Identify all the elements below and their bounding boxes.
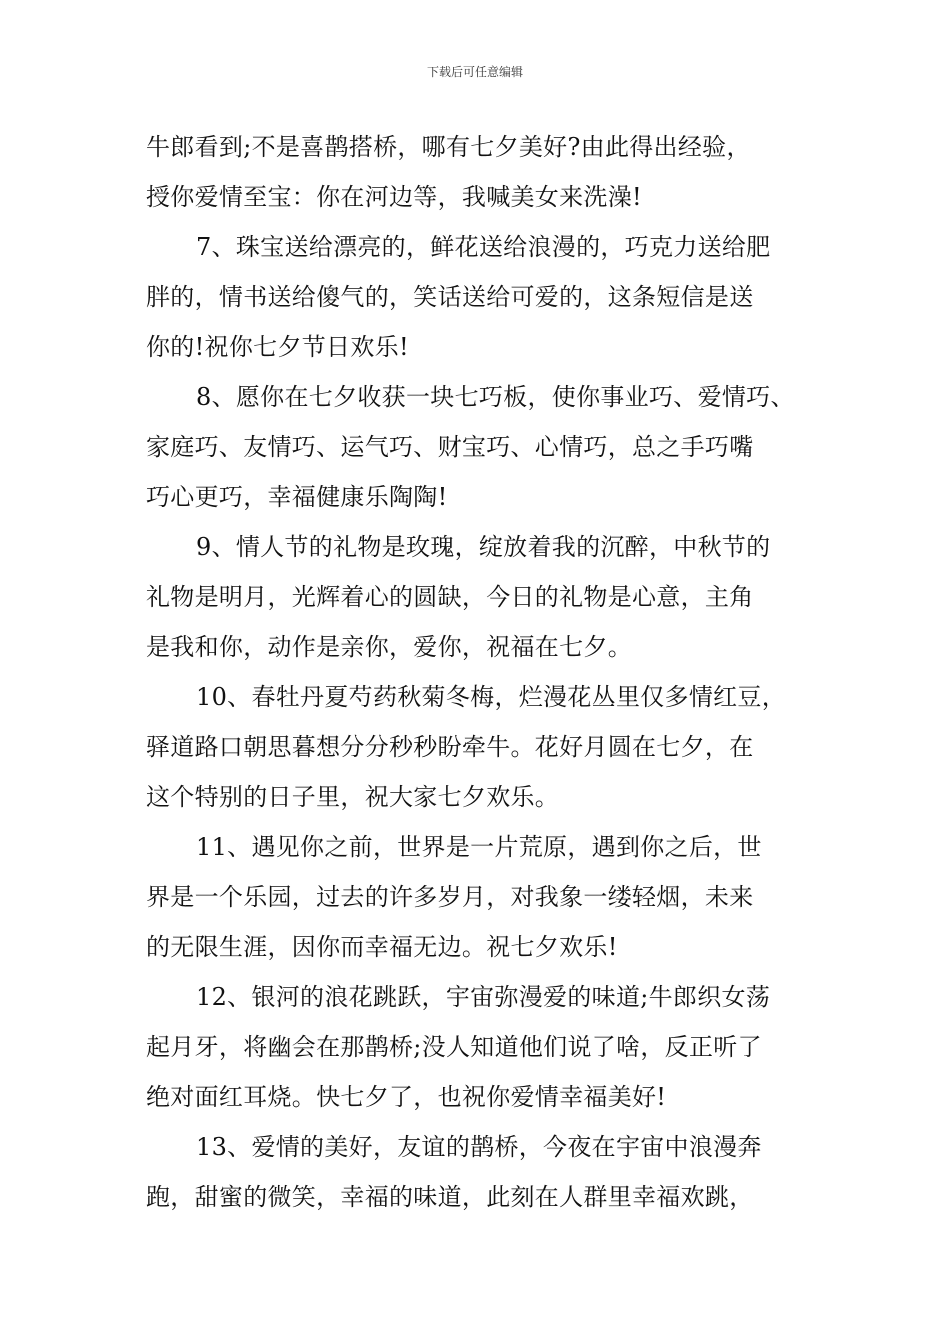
text-line: 8、愿你在七夕收获一块七巧板，使你事业巧、爱情巧、 — [196, 383, 795, 411]
text-line: 是我和你，动作是亲你，爱你，祝福在七夕。 — [146, 633, 632, 661]
paragraph-8 — [146, 372, 836, 522]
text-line: 12、银河的浪花跳跃，宇宙弥漫爱的味道;牛郎织女荡 — [196, 983, 771, 1011]
text-line: 家庭巧、友情巧、运气巧、财宝巧、心情巧，总之手巧嘴 — [146, 433, 754, 461]
text-line: 9、情人节的礼物是玫瑰，绽放着我的沉醉，中秋节的 — [196, 533, 771, 561]
text-line: 你的!祝你七夕节日欢乐! — [146, 333, 409, 361]
paragraph-9 — [146, 522, 836, 672]
document-body — [146, 122, 836, 1222]
paragraph-11 — [146, 822, 836, 972]
paragraph-7 — [146, 222, 836, 372]
text-line: 礼物是明月，光辉着心的圆缺，今日的礼物是心意，主角 — [146, 583, 754, 611]
text-line: 起月牙，将幽会在那鹊桥;没人知道他们说了啥，反正听了 — [146, 1033, 762, 1061]
text-line: 界是一个乐园，过去的许多岁月，对我象一缕轻烟，未来 — [146, 883, 754, 911]
paragraph-13 — [146, 1122, 836, 1222]
text-line: 巧心更巧，幸福健康乐陶陶! — [146, 483, 448, 511]
text-line: 授你爱情至宝：你在河边等，我喊美女来洗澡! — [146, 183, 642, 211]
text-line: 7、珠宝送给漂亮的，鲜花送给浪漫的，巧克力送给肥 — [196, 233, 771, 261]
text-line: 这个特别的日子里，祝大家七夕欢乐。 — [146, 783, 560, 811]
text-line: 胖的，情书送给傻气的，笑话送给可爱的，这条短信是送 — [146, 283, 754, 311]
text-line: 11、遇见你之前，世界是一片荒原，遇到你之后，世 — [196, 833, 762, 861]
paragraph-continuation — [146, 122, 836, 222]
text-line: 绝对面红耳烧。快七夕了，也祝你爱情幸福美好! — [146, 1083, 667, 1111]
text-line: 牛郎看到;不是喜鹊搭桥，哪有七夕美好?由此得出经验， — [146, 133, 751, 161]
text-line: 13、爱情的美好，友谊的鹊桥，今夜在宇宙中浪漫奔 — [196, 1133, 762, 1161]
page-header: 下载后可任意编辑 — [426, 65, 523, 79]
text-line: 驿道路口朝思暮想分分秒秒盼牵牛。花好月圆在七夕，在 — [146, 733, 754, 761]
text-line: 10、春牡丹夏芍药秋菊冬梅，烂漫花丛里仅多情红豆， — [196, 683, 787, 711]
paragraph-10 — [146, 672, 836, 822]
text-line: 跑，甜蜜的微笑，幸福的味道，此刻在人群里幸福欢跳， — [146, 1183, 754, 1211]
text-line: 的无限生涯，因你而幸福无边。祝七夕欢乐! — [146, 933, 618, 961]
paragraph-12 — [146, 972, 836, 1122]
